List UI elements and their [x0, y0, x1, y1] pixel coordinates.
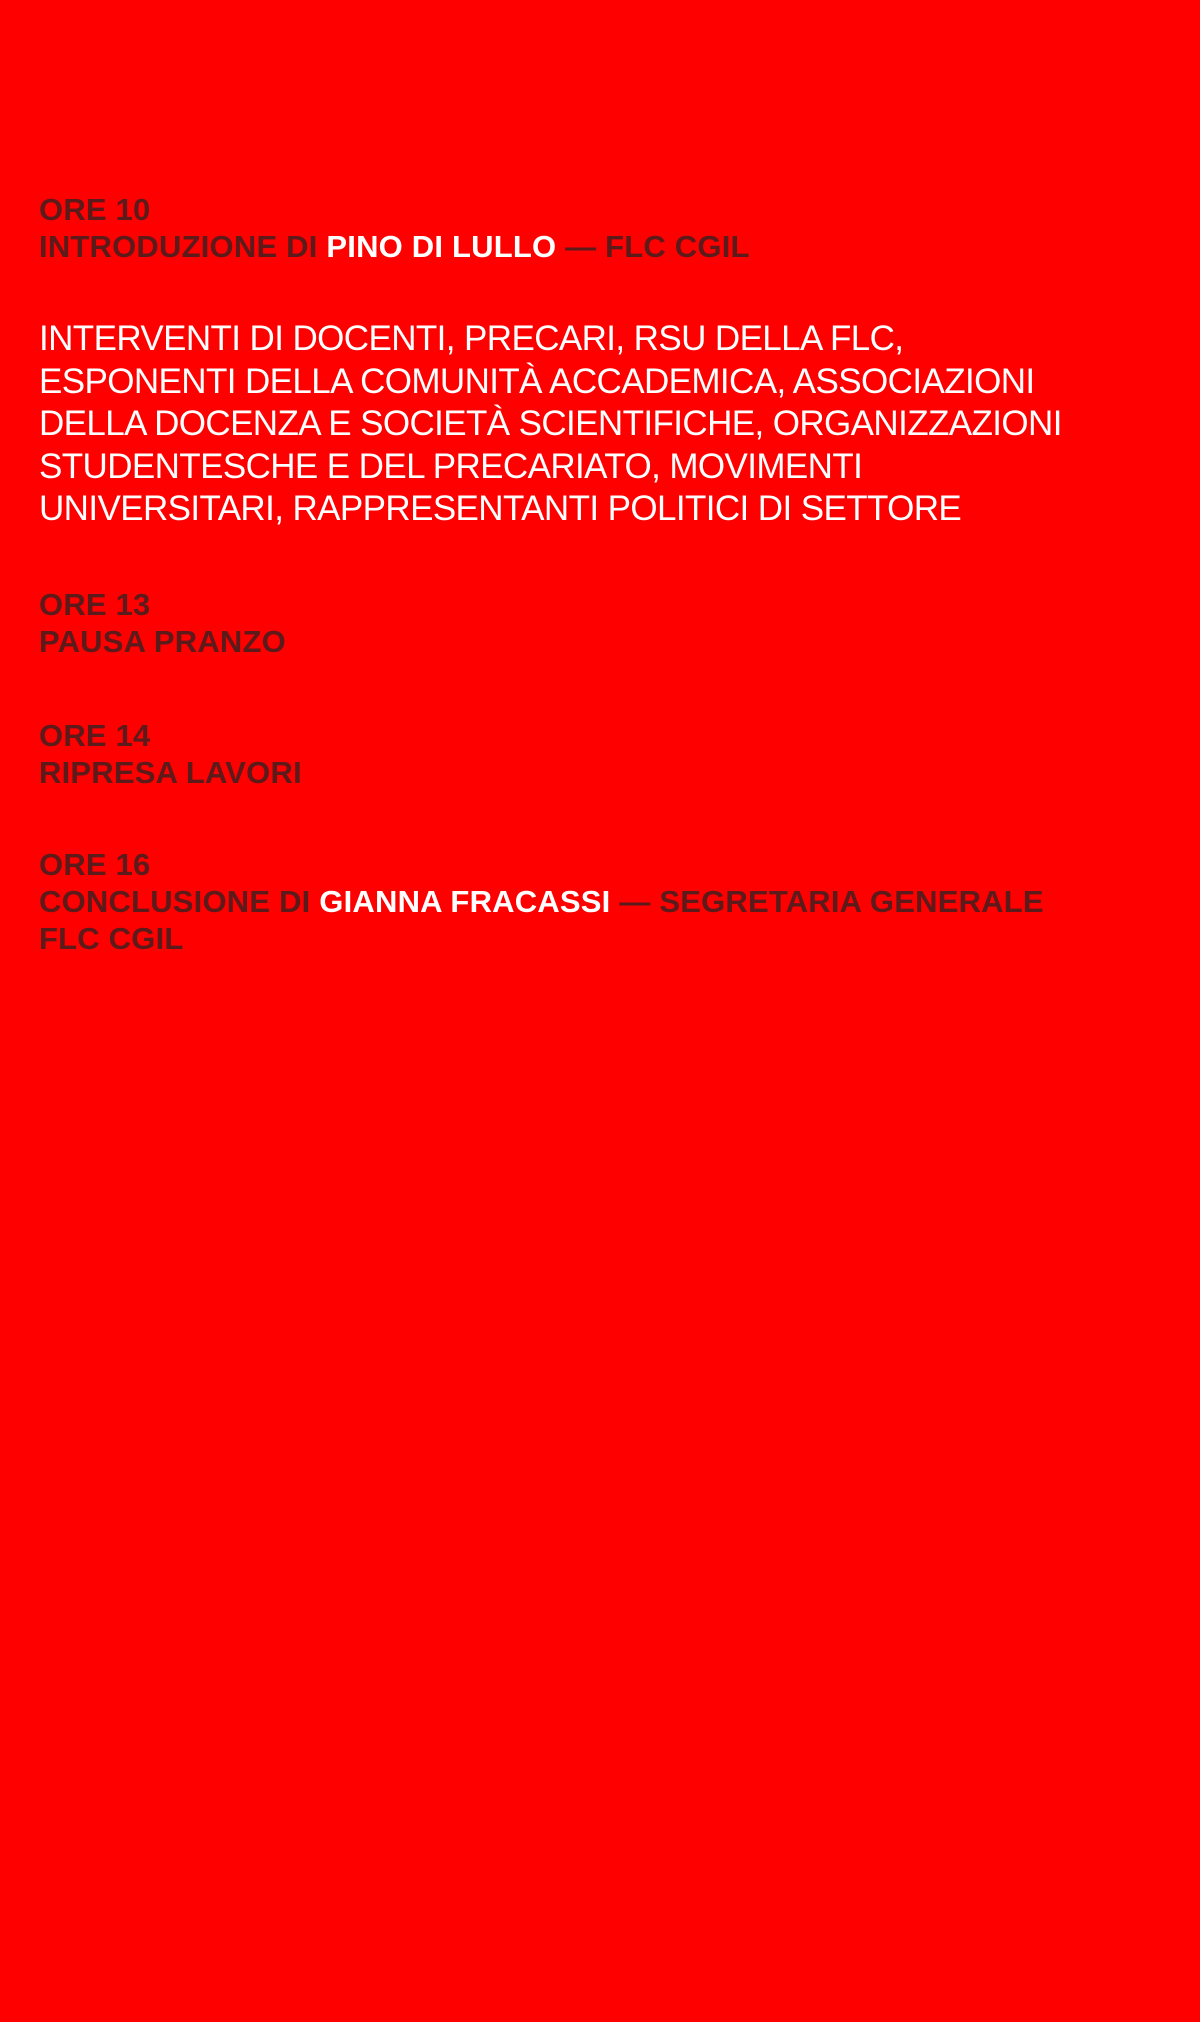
schedule-item-ore-16 [39, 846, 1170, 957]
speaker-name: GIANNA FRACASSI [319, 884, 611, 919]
schedule-item-ore-13 [39, 586, 1170, 660]
paragraph-line: ESPONENTI DELLA COMUNITÀ ACCADEMICA, ASSOCIAZIONI [39, 361, 1035, 401]
intro-line [39, 228, 1170, 265]
schedule-item-ore-10 [39, 191, 1170, 265]
paragraph-line: INTERVENTI DI DOCENTI, PRECARI, RSU DELLA FLC, [39, 319, 904, 358]
time-label: ORE 10 [39, 192, 151, 227]
conclusion-prefix: CONCLUSIONE DI [39, 884, 320, 919]
paragraph-line: DELLA DOCENZA E SOCIETÀ SCIENTIFICHE, ORGANIZZAZIONI [39, 404, 1062, 443]
conclusion-line [39, 883, 1170, 920]
event-label: PAUSA PRANZO [39, 624, 286, 659]
speaker-name: PINO DI LULLO [326, 229, 557, 264]
time-label: ORE 14 [39, 718, 151, 753]
speaker-role: — SEGRETARIA GENERALE [610, 884, 1044, 919]
interventi-paragraph [39, 318, 1170, 531]
paragraph-line: STUDENTESCHE E DEL PRECARIATO, MOVIMENTI [39, 446, 863, 486]
intro-prefix: INTRODUZIONE DI [39, 229, 327, 264]
speaker-affiliation: — FLC CGIL [556, 229, 750, 264]
speaker-affiliation: FLC CGIL [39, 921, 184, 956]
event-label: RIPRESA LAVORI [39, 755, 302, 790]
paragraph-line: UNIVERSITARI, RAPPRESENTANTI POLITICI DI SETTORE [39, 489, 962, 528]
schedule-item-ore-14 [39, 717, 1170, 791]
time-label: ORE 16 [39, 847, 151, 882]
time-label: ORE 13 [39, 587, 151, 622]
